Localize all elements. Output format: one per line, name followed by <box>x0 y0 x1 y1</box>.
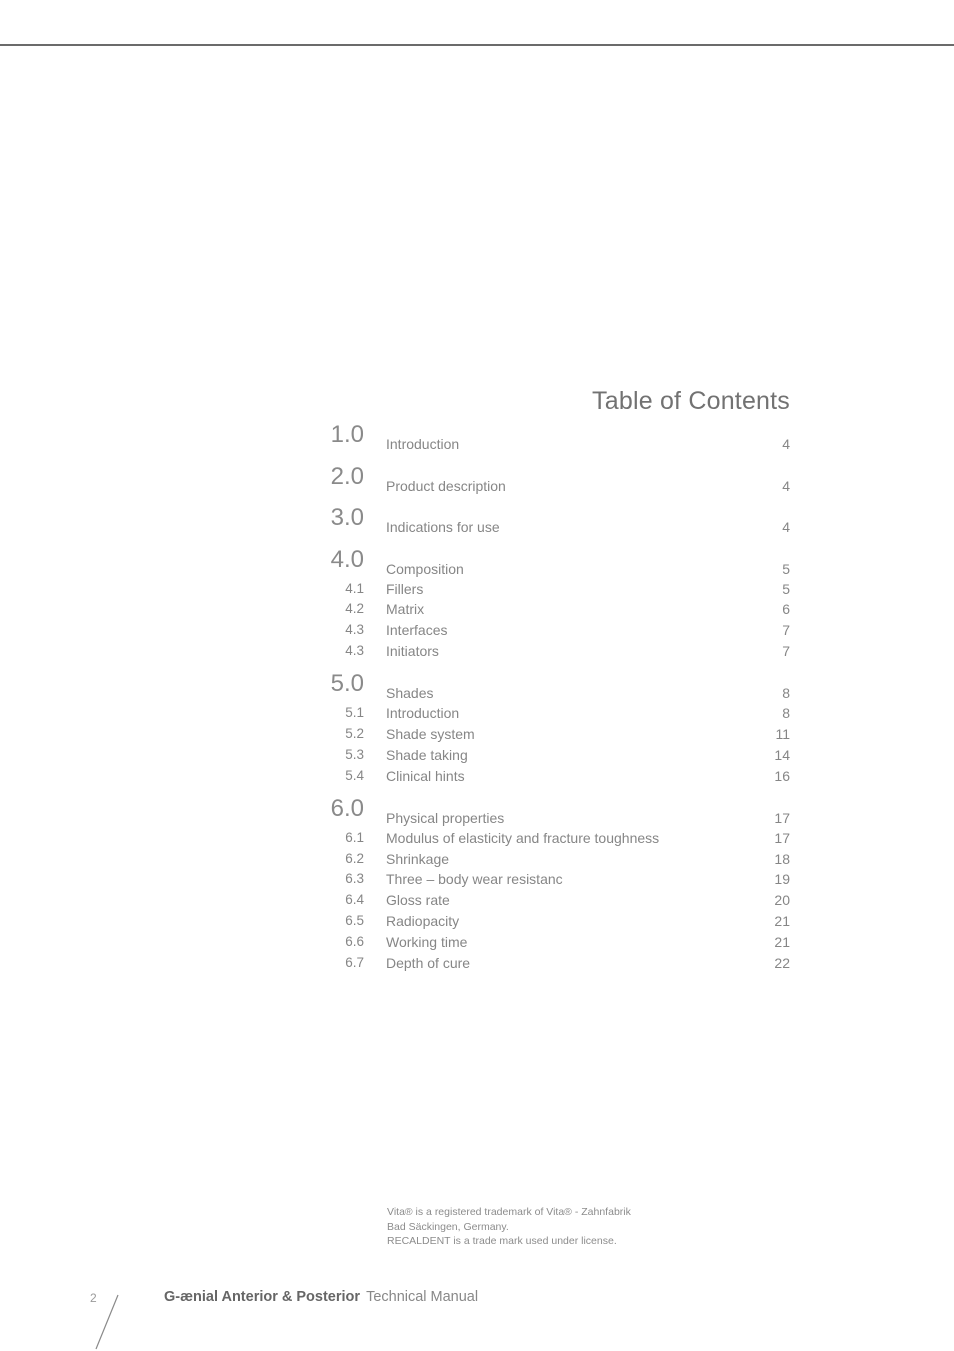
toc-subentry[interactable] <box>320 620 790 641</box>
trademark-notice <box>387 1205 631 1249</box>
toc-entry[interactable] <box>320 462 790 496</box>
table-of-contents <box>320 421 790 986</box>
toc-entry-label: Shrinkage <box>386 850 450 867</box>
toc-entry[interactable] <box>320 545 790 579</box>
toc-entry-number: 4.2 <box>345 601 364 617</box>
toc-entry-label: Working time <box>386 933 468 950</box>
toc-subentry[interactable] <box>320 599 790 620</box>
toc-section <box>320 462 790 496</box>
toc-section <box>320 504 790 537</box>
toc-entry-number: 6.7 <box>345 954 364 970</box>
header-rule <box>0 44 954 46</box>
toc-section <box>320 421 790 454</box>
toc-entry-page: 4 <box>782 436 790 452</box>
toc-entry-number: 4.1 <box>345 580 364 596</box>
toc-subentry[interactable] <box>320 849 790 870</box>
toc-entry-page: 21 <box>774 933 790 950</box>
toc-entry-number: 4.3 <box>345 642 364 658</box>
toc-entry-page: 14 <box>774 746 790 763</box>
toc-subentry[interactable] <box>320 932 790 953</box>
toc-entry-page: 7 <box>782 622 790 639</box>
toc-entry-number: 6.3 <box>345 871 364 887</box>
toc-entry-page: 19 <box>774 871 790 888</box>
toc-entry-page: 4 <box>782 519 790 535</box>
toc-entry-label: Interfaces <box>386 622 448 639</box>
toc-entry-label: Indications for use <box>386 519 500 535</box>
toc-entry-page: 7 <box>782 642 790 659</box>
toc-subentry[interactable] <box>320 724 790 745</box>
toc-entry-label: Introduction <box>386 436 460 452</box>
toc-entry-page: 18 <box>774 850 790 867</box>
toc-entry-label: Introduction <box>386 705 460 722</box>
toc-entry-label: Matrix <box>386 601 425 618</box>
toc-entry-number: 4.0 <box>330 545 364 573</box>
toc-subentry[interactable] <box>320 953 790 974</box>
toc-entry-page: 8 <box>782 685 790 702</box>
footer-slash-divider <box>92 1293 122 1351</box>
toc-entry-label: Initiators <box>386 642 439 659</box>
toc-entry-page: 6 <box>782 601 790 618</box>
toc-entry-number: 4.3 <box>345 622 364 638</box>
footer-page-number: 2 <box>90 1291 97 1305</box>
toc-entry[interactable] <box>320 504 790 537</box>
toc-entry-label: Shade taking <box>386 746 468 763</box>
toc-subentry[interactable] <box>320 869 790 890</box>
toc-entry-page: 11 <box>775 725 790 742</box>
toc-entry[interactable] <box>320 670 790 703</box>
toc-entry-page: 5 <box>782 580 790 597</box>
toc-entry-page: 17 <box>774 809 790 826</box>
toc-section <box>320 794 790 974</box>
toc-subentry[interactable] <box>320 828 790 849</box>
toc-subentry[interactable] <box>320 703 790 724</box>
trademark-line: Bad Säckingen, Germany. <box>387 1220 509 1233</box>
toc-entry[interactable] <box>320 794 790 828</box>
toc-entry-number: 5.0 <box>330 670 364 698</box>
footer-document-subtitle: Technical Manual <box>366 1289 479 1305</box>
toc-entry-page: 17 <box>774 829 790 846</box>
trademark-line: RECALDENT is a trade mark used under license. <box>387 1235 617 1247</box>
toc-entry-label: Shades <box>386 685 434 702</box>
toc-entry-label: Shade system <box>386 725 475 742</box>
toc-entry-label: Gloss rate <box>386 892 450 909</box>
toc-subentry[interactable] <box>320 641 790 662</box>
toc-entry-number: 3.0 <box>330 504 364 531</box>
toc-entry-page: 21 <box>774 913 790 930</box>
toc-entry-number: 5.2 <box>345 725 364 741</box>
toc-entry-label: Modulus of elasticity and fracture toughness <box>386 829 660 846</box>
toc-entry-page: 16 <box>774 767 790 784</box>
toc-entry[interactable] <box>320 421 790 454</box>
toc-entry-label: Radiopacity <box>386 913 460 930</box>
toc-entry-label: Physical properties <box>386 809 505 826</box>
toc-title: Table of Contents <box>592 387 790 415</box>
toc-entry-label: Clinical hints <box>386 767 465 784</box>
toc-entry-number: 6.0 <box>330 794 364 822</box>
trademark-line: Vita® is a registered trademark of Vita® - Zahnfabrik <box>387 1206 631 1218</box>
toc-entry-number: 5.1 <box>345 705 364 721</box>
toc-entry-label: Depth of cure <box>386 954 471 971</box>
toc-subentry[interactable] <box>320 890 790 911</box>
toc-entry-number: 1.0 <box>330 421 364 448</box>
toc-section <box>320 545 790 662</box>
toc-entry-number: 5.4 <box>345 767 364 783</box>
toc-entry-label: Three – body wear resistanc <box>386 871 563 888</box>
toc-entry-number: 6.5 <box>345 913 364 929</box>
toc-entry-label: Product description <box>386 477 506 494</box>
toc-entry-page: 8 <box>782 705 790 722</box>
toc-subentry[interactable] <box>320 579 790 600</box>
toc-entry-number: 6.1 <box>345 829 364 845</box>
toc-entry-page: 5 <box>782 560 790 577</box>
toc-entry-number: 6.4 <box>345 892 364 908</box>
footer-document-title <box>164 1289 478 1305</box>
toc-subentry[interactable] <box>320 911 790 932</box>
toc-entry-number: 2.0 <box>330 462 364 490</box>
toc-entry-number: 6.6 <box>345 933 364 949</box>
toc-section <box>320 670 790 786</box>
toc-entry-page: 22 <box>774 954 790 971</box>
toc-subentry[interactable] <box>320 745 790 766</box>
toc-entry-number: 6.2 <box>345 850 364 866</box>
toc-entry-page: 20 <box>774 892 790 909</box>
toc-entry-label: Composition <box>386 560 464 577</box>
toc-entry-label: Fillers <box>386 580 424 597</box>
footer-product-name: G-ænial Anterior & Posterior <box>164 1289 361 1305</box>
toc-entry-page: 4 <box>782 477 790 494</box>
toc-entry-number: 5.3 <box>345 746 364 762</box>
toc-subentry[interactable] <box>320 766 790 787</box>
